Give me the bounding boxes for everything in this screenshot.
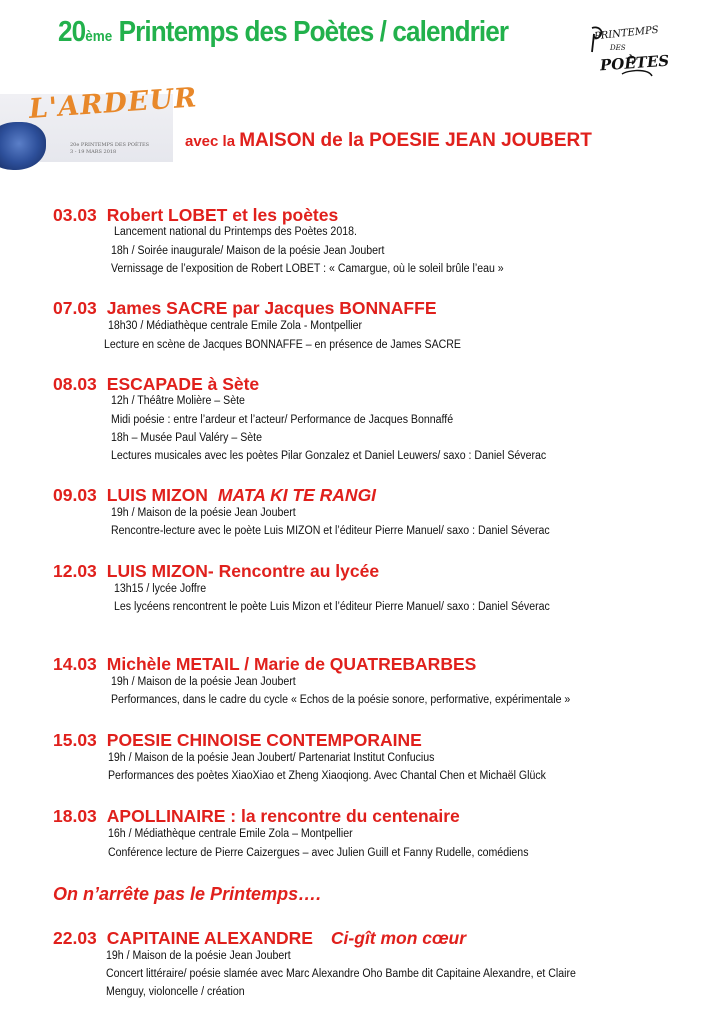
title-text: Printemps des Poètes / calendrier [112, 16, 509, 48]
event-date: 15.03 [53, 730, 97, 750]
event-title-0903 [53, 485, 376, 506]
event-date: 08.03 [53, 374, 97, 394]
event-name: ESCAPADE à Sète [106, 374, 260, 394]
event-line: Vernissage de l’exposition de Robert LOBET : « Camargue, où le soleil brûle l’eau » [111, 263, 504, 275]
event-title-0303 [53, 205, 338, 226]
event-title-0703 [53, 298, 437, 319]
event-title-1403 [53, 654, 476, 675]
poster-ardeur-word: L'ARDEUR [28, 82, 199, 125]
event-name: Robert LOBET et les poètes [106, 205, 339, 225]
title-number: 20 [58, 16, 86, 48]
event-line: Conférence lecture de Pierre Caizergues – avec Julien Guill et Fanny Rudelle, comédiens [108, 847, 529, 859]
event-line: Menguy, violoncelle / création [106, 986, 245, 998]
printemps-des-poetes-logo [588, 24, 670, 88]
event-line: Performances des poètes XiaoXiao et Zheng Xiaoqiong. Avec Chantal Chen et Michaël Glück [108, 770, 546, 782]
event-date: 07.03 [53, 298, 97, 318]
event-date: 12.03 [53, 561, 97, 581]
subheader [185, 130, 592, 152]
event-line: 18h30 / Médiathèque centrale Emile Zola - Montpellier [108, 320, 363, 332]
event-date: 22.03 [53, 928, 97, 948]
event-line: 12h / Théâtre Molière – Sète [111, 395, 245, 407]
subheader-prefix: avec la [185, 133, 240, 150]
event-name: LUIS MIZON- Rencontre au lycée [106, 561, 380, 581]
event-name: POESIE CHINOISE CONTEMPORAINE [106, 730, 422, 750]
event-line: 18h – Musée Paul Valéry – Sète [111, 432, 262, 444]
event-date: 09.03 [53, 485, 97, 505]
event-date: 14.03 [53, 654, 97, 674]
event-line: Lectures musicales avec les poètes Pilar Gonzalez et Daniel Leuwers/ saxo : Daniel Séverac [111, 450, 547, 462]
logo-line-3: POÈTES [599, 51, 670, 75]
event-date: 18.03 [53, 806, 97, 826]
event-line: Concert littéraire/ poésie slamée avec Marc Alexandre Oho Bambe dit Capitaine Alexandre, et Claire [106, 968, 576, 980]
event-line: 18h / Soirée inaugurale/ Maison de la poésie Jean Joubert [111, 245, 385, 257]
event-line: Lancement national du Printemps des Poètes 2018. [114, 226, 357, 238]
event-title-1503 [53, 730, 422, 751]
event-name-italic: MATA KI TE RANGI [217, 485, 377, 505]
logo-line-1: PRINTEMPS [593, 24, 660, 43]
event-name: CAPITAINE ALEXANDRE [106, 928, 313, 948]
event-name: APOLLINAIRE : la rencontre du centenaire [106, 806, 460, 826]
event-line: 13h15 / lycée Joffre [114, 583, 207, 595]
event-line: Lecture en scène de Jacques BONNAFFE – en présence de James SACRE [104, 339, 461, 351]
subheader-main: MAISON de la POESIE JEAN JOUBERT [239, 130, 592, 151]
poster-caption-2: 3 - 19 MARS 2018 [70, 149, 117, 155]
ardeur-poster-thumbnail [0, 82, 199, 162]
poster-caption-1: 20e PRINTEMPS DES POÈTES [70, 142, 150, 148]
event-title-1803 [53, 806, 460, 827]
event-title-0803 [53, 374, 259, 395]
poster-blue-shape [0, 122, 46, 170]
event-line: Performances, dans le cadre du cycle « Echos de la poésie sonore, performative, expérimentale » [111, 694, 571, 706]
logo-line-2: DES [610, 44, 626, 52]
interlude-heading: On n’arrête pas le Printemps…. [53, 884, 322, 904]
event-name: LUIS MIZON [106, 485, 208, 505]
event-date: 03.03 [53, 205, 97, 225]
event-line: 19h / Maison de la poésie Jean Joubert [111, 676, 296, 688]
event-line: Les lycéens rencontrent le poète Luis Mizon et l’éditeur Pierre Manuel/ saxo : Daniel Séverac [114, 601, 550, 613]
event-line: 19h / Maison de la poésie Jean Joubert [111, 507, 296, 519]
event-name: Michèle METAIL / Marie de QUATREBARBES [106, 654, 477, 674]
page-title [58, 16, 508, 49]
title-superscript: ème [85, 28, 113, 45]
event-line: 16h / Médiathèque centrale Emile Zola – Montpellier [108, 828, 353, 840]
event-name: James SACRE par Jacques BONNAFFE [106, 298, 437, 318]
event-line: Midi poésie : entre l’ardeur et l’acteur/ Performance de Jacques Bonnaffé [111, 414, 454, 426]
event-title-1203 [53, 561, 379, 582]
event-line: 19h / Maison de la poésie Jean Joubert/ Partenariat Institut Confucius [108, 752, 435, 764]
event-line: 19h / Maison de la poésie Jean Joubert [106, 950, 291, 962]
event-title-2203 [53, 928, 466, 949]
event-line: Rencontre-lecture avec le poète Luis MIZON et l’éditeur Pierre Manuel/ saxo : Daniel Séverac [111, 525, 550, 537]
event-name-italic: Ci-gît mon cœur [330, 928, 467, 948]
